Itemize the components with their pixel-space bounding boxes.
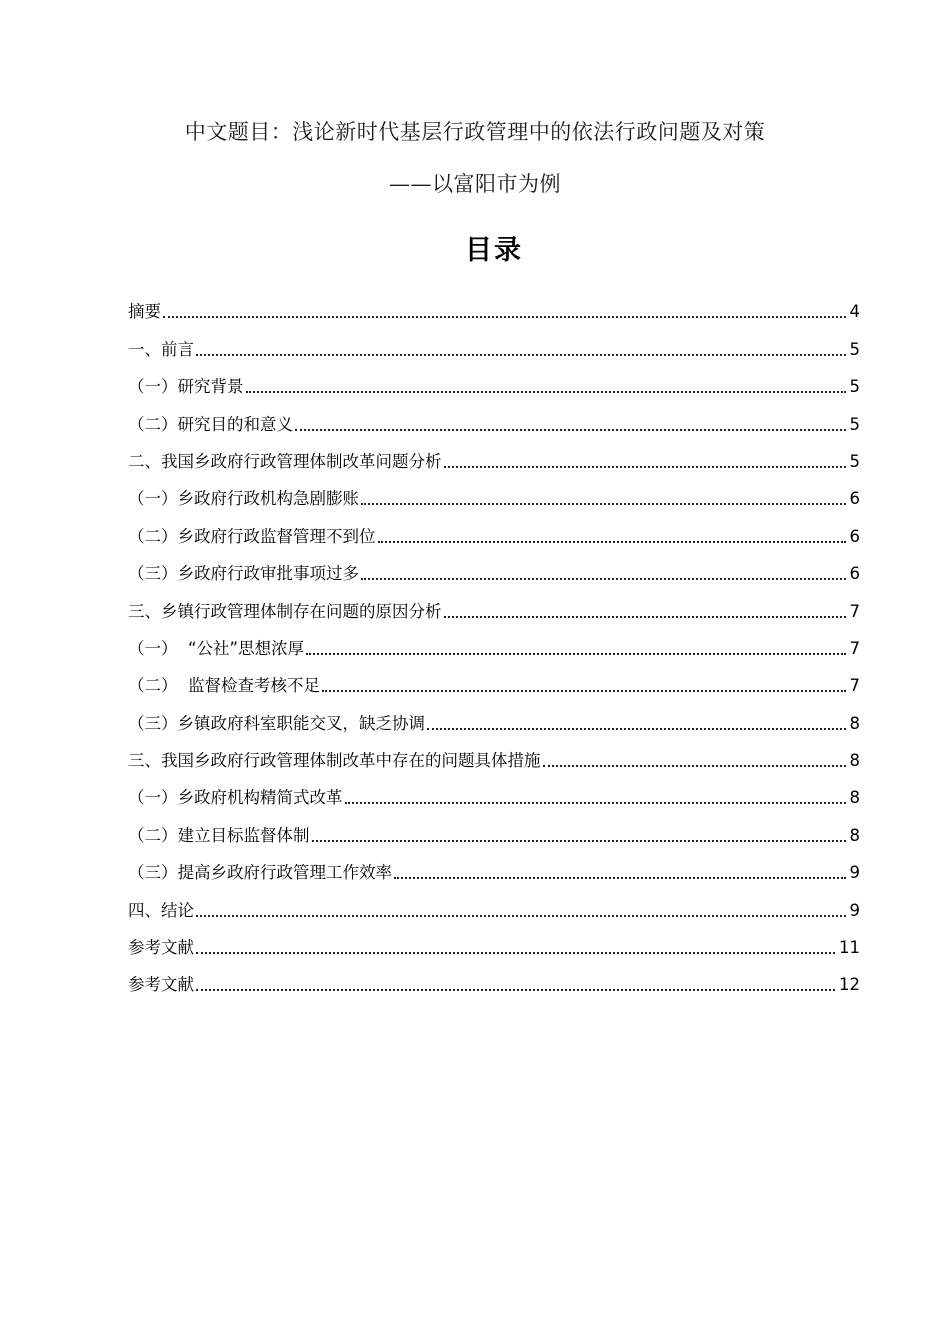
table-of-contents	[128, 292, 860, 1002]
toc-entry[interactable]	[128, 703, 860, 740]
toc-page-number: 6	[849, 489, 860, 509]
toc-dot-leader	[543, 765, 846, 767]
toc-entry[interactable]	[128, 591, 860, 628]
toc-page-number: 5	[849, 451, 860, 471]
toc-entry-label: （一）乡政府机构精简式改革	[128, 788, 343, 808]
toc-page-number: 5	[849, 339, 860, 359]
toc-page-number: 8	[849, 788, 860, 808]
toc-entry[interactable]	[128, 815, 860, 852]
toc-entry[interactable]	[128, 928, 860, 965]
toc-page-number: 6	[849, 526, 860, 546]
toc-dot-leader	[312, 840, 846, 842]
toc-page-number: 7	[849, 638, 860, 658]
toc-dot-leader	[394, 877, 846, 879]
toc-entry[interactable]	[128, 367, 860, 404]
toc-entry[interactable]	[128, 404, 860, 441]
toc-dot-leader	[378, 541, 846, 543]
toc-page-number: 7	[849, 676, 860, 696]
toc-dot-leader	[444, 466, 846, 468]
toc-entry-label: 四、结论	[128, 900, 194, 920]
toc-dot-leader	[246, 391, 846, 393]
toc-page-number: 7	[849, 601, 860, 621]
toc-entry[interactable]	[128, 890, 860, 927]
toc-dot-leader	[163, 316, 846, 318]
toc-page-number: 12	[839, 975, 860, 995]
toc-page-number: 6	[849, 564, 860, 584]
toc-entry-label: 三、乡镇行政管理体制存在问题的原因分析	[128, 601, 442, 621]
toc-page-number: 8	[849, 825, 860, 845]
toc-page-number: 9	[849, 900, 860, 920]
toc-entry-label: 摘要	[128, 302, 161, 322]
toc-entry-label: 二、我国乡政府行政管理体制改革问题分析	[128, 451, 442, 471]
toc-entry[interactable]	[128, 442, 860, 479]
toc-dot-leader	[295, 429, 846, 431]
toc-entry-label: （一）研究背景	[128, 377, 244, 397]
toc-entry[interactable]	[128, 965, 860, 1002]
toc-page-number: 4	[849, 302, 860, 322]
toc-entry-label: （一）乡政府行政机构急剧膨账	[128, 489, 359, 509]
toc-page-number: 5	[849, 414, 860, 434]
toc-dot-leader	[361, 578, 846, 580]
toc-dot-leader	[196, 989, 835, 991]
toc-entry-label: （一） “公社”思想浓厚	[128, 638, 305, 658]
toc-entry[interactable]	[128, 554, 860, 591]
toc-dot-leader	[427, 728, 846, 730]
toc-entry[interactable]	[128, 516, 860, 553]
toc-entry[interactable]	[128, 629, 860, 666]
toc-entry-label: 一、前言	[128, 339, 194, 359]
toc-entry-label: 参考文献	[128, 938, 194, 958]
toc-page-number: 11	[839, 938, 860, 958]
toc-entry[interactable]	[128, 741, 860, 778]
toc-entry-label: （二）研究目的和意义	[128, 414, 293, 434]
toc-dot-leader	[196, 952, 835, 954]
toc-entry[interactable]	[128, 666, 860, 703]
toc-dot-leader	[196, 915, 846, 917]
toc-entry-label: （二）建立目标监督体制	[128, 825, 310, 845]
toc-entry[interactable]	[128, 292, 860, 329]
toc-entry-label: （二）乡政府行政监督管理不到位	[128, 526, 376, 546]
toc-dot-leader	[196, 354, 846, 356]
document-title: 中文题目：浅论新时代基层行政管理中的依法行政问题及对策	[184, 120, 766, 144]
toc-entry-label: （三）乡政府行政审批事项过多	[128, 564, 359, 584]
toc-dot-leader	[361, 503, 846, 505]
toc-page-number: 9	[849, 863, 860, 883]
toc-page-number: 8	[849, 751, 860, 771]
toc-page-number: 5	[849, 377, 860, 397]
toc-dot-leader	[345, 802, 846, 804]
toc-entry-label: （二） 监督检查考核不足	[128, 676, 320, 696]
toc-entry[interactable]	[128, 778, 860, 815]
toc-entry[interactable]	[128, 853, 860, 890]
toc-page-number: 8	[849, 713, 860, 733]
toc-heading: 目录	[465, 235, 523, 266]
document-subtitle: ——以富阳市为例	[389, 172, 561, 196]
toc-entry-label: 参考文献	[128, 975, 194, 995]
toc-entry-label: 三、我国乡政府行政管理体制改革中存在的问题具体措施	[128, 751, 541, 771]
toc-dot-leader	[306, 653, 845, 655]
toc-entry-label: （三）乡镇政府科室职能交叉，缺乏协调	[128, 713, 425, 733]
toc-dot-leader	[444, 616, 846, 618]
toc-dot-leader	[322, 690, 846, 692]
toc-entry[interactable]	[128, 329, 860, 366]
toc-entry-label: （三）提高乡政府行政管理工作效率	[128, 863, 392, 883]
toc-entry[interactable]	[128, 479, 860, 516]
